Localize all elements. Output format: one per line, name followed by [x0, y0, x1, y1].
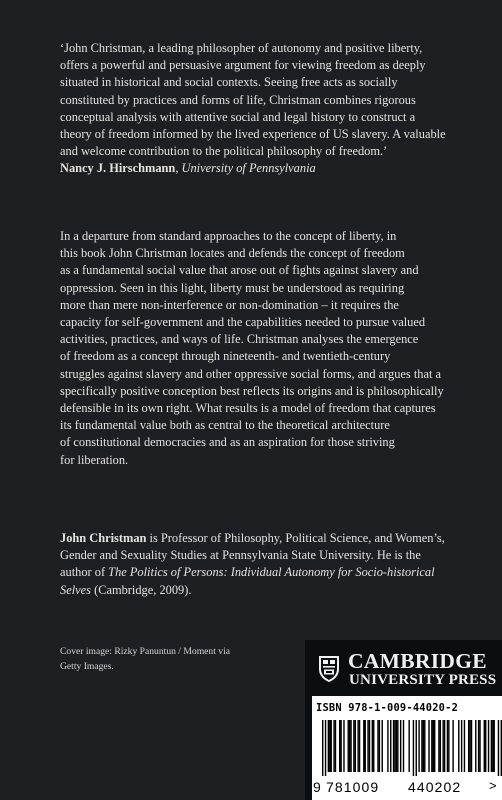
- endorser-name: Nancy J. Hirschmann: [60, 161, 176, 176]
- author-bio: John Christman is Professor of Philosophy, Political Science, and Women’s, Gender and Sexuality Studies at Pennsylvania State University. He is the author of The Politics of Persons: Individual Autonomy for Socio-historical Selves (Cambridge, 2009).: [60, 531, 445, 597]
- book-description: [60, 228, 460, 469]
- quote-line: conceptual analysis with attentive social and legal history to construct a: [60, 109, 416, 124]
- description-line: specifically positive conception best reflects its origins and is philosophically: [60, 383, 444, 398]
- endorser-affiliation: University of Pennsylvania: [181, 161, 316, 176]
- description-line: of constitutional democracies and as an aspiration for those striving: [60, 435, 395, 450]
- description-line: this book John Christman locates and defends the concept of freedom: [60, 246, 405, 261]
- description-line: of freedom as a concept through nineteenth- and twentieth-century: [60, 349, 391, 364]
- description-line: more than mere non-interference or non-domination – it requires the: [60, 297, 399, 312]
- cambridge-shield-icon: [317, 655, 341, 683]
- author-name: John Christman: [60, 531, 147, 545]
- description-line: defensible in its own right. What results is a model of freedom that captures: [60, 401, 436, 416]
- description-line: its fundamental value both as central to the theoretical architecture: [60, 418, 390, 433]
- previous-book-title: The Politics of Persons: Individual Autonomy for Socio-historical: [108, 565, 435, 580]
- description-line: In a departure from standard approaches to the concept of liberty, in: [60, 229, 397, 243]
- quote-line: situated in historical and social contexts. Seeing free acts as socially: [60, 75, 398, 90]
- previous-book-title-cont: Selves: [60, 582, 91, 597]
- description-line: capacity for self-government and the capabilities needed to pursue valued: [60, 315, 426, 330]
- description-line: struggles against slavery and other oppressive social forms, and argues that a: [60, 366, 442, 381]
- barcode: [322, 720, 502, 776]
- description-line: for liberation.: [60, 452, 129, 467]
- publisher-panel: [305, 640, 502, 800]
- quote-line: and welcome contribution to the political philosophy of freedom.’: [60, 144, 388, 159]
- quote-line: constituted by practices and forms of life, Christman combines rigorous: [60, 92, 416, 107]
- quote-line: offers a powerful and persuasive argument for viewing freedom as deeply: [60, 58, 426, 73]
- description-line: activities, practices, and ways of life. Christman analyses the emergence: [60, 332, 419, 347]
- bio-line: Gender and Sexuality Studies at Pennsylvania State University. He is the: [60, 548, 421, 563]
- description-line: oppression. Seen in this light, liberty must be understood as requiring: [60, 280, 405, 295]
- description-line: as a fundamental social value that arose out of fights against slavery and: [60, 263, 419, 278]
- isbn-barcode-box: [312, 696, 502, 800]
- publisher-subname: UNIVERSITY PRESS: [349, 672, 497, 688]
- endorsement-quote: ‘John Christman, a leading philosopher of autonomy and positive liberty, offers a powerful and persuasive argument for viewing freedom as deeply situated in historical and social contexts. Seeing free acts as socially constituted by practices and forms of life, Christman combines rigorous conceptual analysis with attentive social and legal history to construct a theory of freedom informed by the lived experience of US slavery. A valuable and welcome contribution to the political philosophy of freedom.’ Nancy J. Hirschmann, University of Pennsylvania: [60, 41, 446, 176]
- publisher-name: CAMBRIDGE: [348, 649, 487, 673]
- quote-line: theory of freedom informed by the lived experience of US slavery. A valuable: [60, 127, 446, 142]
- quote-line: ‘John Christman, a leading philosopher of autonomy and positive liberty,: [60, 41, 423, 55]
- isbn-label: ISBN 978-1-009-44020-2: [316, 702, 459, 714]
- chevron-right-icon: >: [489, 778, 497, 793]
- barcode-digits: 9 781009 440202 >: [313, 778, 497, 795]
- cover-image-credit: Cover image: Rizky Panuntun / Moment via Getty Images.: [60, 646, 230, 672]
